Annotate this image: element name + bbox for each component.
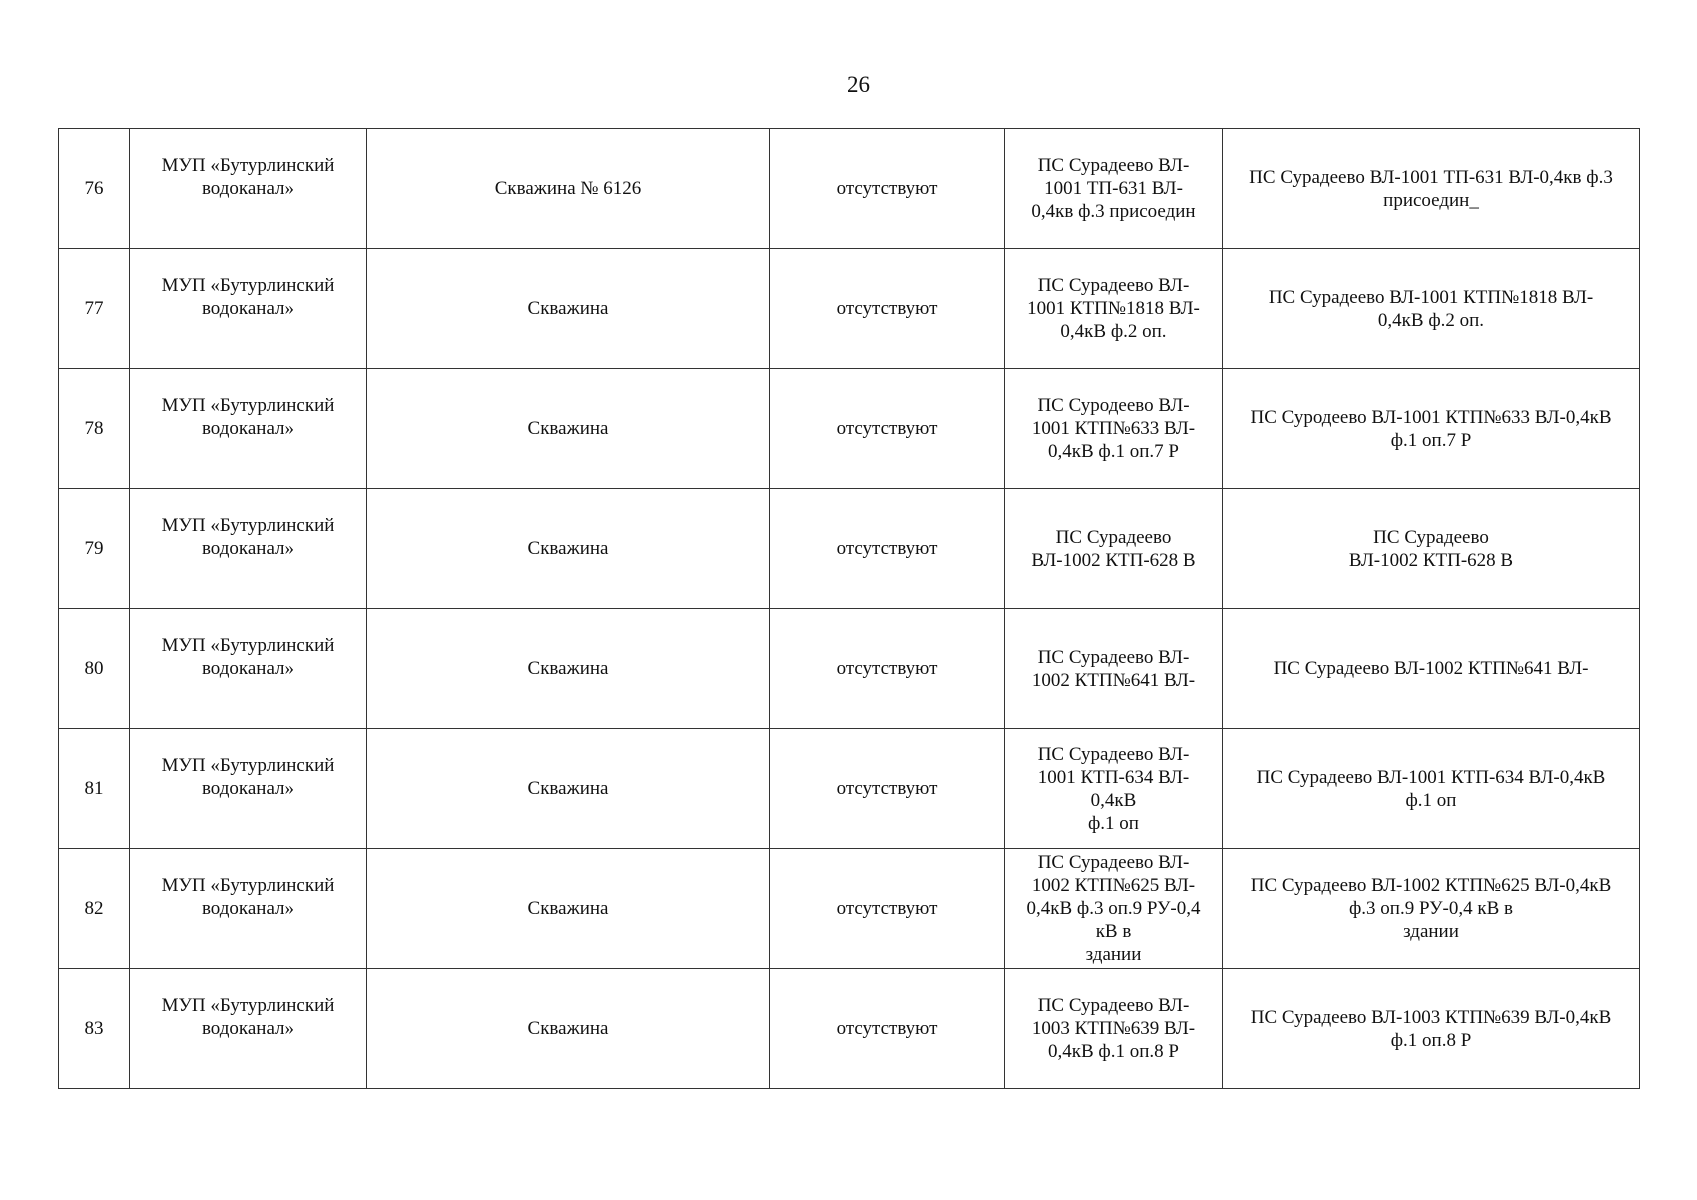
row-number: 79 [59,489,130,609]
organization-name: МУП «Бутурлинский водоканал» [161,754,335,799]
connection-full-cell: ПС Сурадеево ВЛ-1001 КТП№1818 ВЛ- 0,4кВ ф.2 оп. [1223,249,1640,369]
row-number: 81 [59,729,130,849]
row-number: 78 [59,369,130,489]
object-cell: Скважина [367,249,770,369]
organization-name: МУП «Бутурлинский водоканал» [161,634,335,679]
connection-cell: ПС Сурадеево ВЛ- 1001 ТП-631 ВЛ- 0,4кв ф.3 присоедин [1005,129,1223,249]
object-cell: Скважина [367,729,770,849]
connection-cell: ПС Сурадеево ВЛ- 1001 КТП-634 ВЛ- 0,4кВ ф.1 оп [1005,729,1223,849]
organization-cell [130,849,367,969]
table-row [59,609,1640,729]
connection-full-cell: ПС Сурадеево ВЛ-1002 КТП-628 В [1223,489,1640,609]
row-number: 76 [59,129,130,249]
connection-cell: ПС Сурадеево ВЛ- 1002 КТП№641 ВЛ- [1005,609,1223,729]
table-row [59,489,1640,609]
organization-cell [130,489,367,609]
table-row [59,729,1640,849]
organization-cell [130,369,367,489]
status-cell: отсутствуют [770,729,1005,849]
object-cell: Скважина [367,969,770,1089]
organization-name: МУП «Бутурлинский водоканал» [161,874,335,919]
connection-full-cell: ПС Суродеево ВЛ-1001 КТП№633 ВЛ-0,4кВ ф.1 оп.7 Р [1223,369,1640,489]
object-cell: Скважина [367,609,770,729]
organization-cell [130,129,367,249]
page-number: 26 [847,72,870,97]
object-cell: Скважина [367,369,770,489]
organization-cell [130,609,367,729]
table-row [59,129,1640,249]
organization-name: МУП «Бутурлинский водоканал» [161,514,335,559]
organization-cell [130,729,367,849]
registry-table [58,128,1640,1089]
organization-cell [130,249,367,369]
status-cell: отсутствуют [770,249,1005,369]
status-cell: отсутствуют [770,609,1005,729]
connection-full-cell: ПС Сурадеево ВЛ-1003 КТП№639 ВЛ-0,4кВ ф.1 оп.8 Р [1223,969,1640,1089]
connection-full-cell: ПС Сурадеево ВЛ-1001 КТП-634 ВЛ-0,4кВ ф.1 оп [1223,729,1640,849]
organization-name: МУП «Бутурлинский водоканал» [161,154,335,199]
connection-full-cell: ПС Сурадеево ВЛ-1001 ТП-631 ВЛ-0,4кв ф.3 присоедин_ [1223,129,1640,249]
status-cell: отсутствуют [770,489,1005,609]
connection-cell: ПС Сурадеево ВЛ- 1002 КТП№625 ВЛ- 0,4кВ ф.3 оп.9 РУ-0,4 кВ в здании [1005,849,1223,969]
object-cell: Скважина № 6126 [367,129,770,249]
organization-name: МУП «Бутурлинский водоканал» [161,274,335,319]
status-cell: отсутствуют [770,129,1005,249]
connection-cell: ПС Сурадеево ВЛ-1002 КТП-628 В [1005,489,1223,609]
connection-full-cell: ПС Сурадеево ВЛ-1002 КТП№641 ВЛ- [1223,609,1640,729]
status-cell: отсутствуют [770,849,1005,969]
connection-cell: ПС Суродеево ВЛ- 1001 КТП№633 ВЛ- 0,4кВ ф.1 оп.7 Р [1005,369,1223,489]
object-cell: Скважина [367,849,770,969]
connection-full-cell: ПС Сурадеево ВЛ-1002 КТП№625 ВЛ-0,4кВ ф.3 оп.9 РУ-0,4 кВ в здании [1223,849,1640,969]
row-number: 77 [59,249,130,369]
table-row [59,969,1640,1089]
organization-name: МУП «Бутурлинский водоканал» [161,394,335,439]
object-cell: Скважина [367,489,770,609]
table-row [59,369,1640,489]
row-number: 82 [59,849,130,969]
organization-cell [130,969,367,1089]
connection-cell: ПС Сурадеево ВЛ- 1003 КТП№639 ВЛ- 0,4кВ ф.1 оп.8 Р [1005,969,1223,1089]
status-cell: отсутствуют [770,969,1005,1089]
row-number: 80 [59,609,130,729]
table-row [59,249,1640,369]
table-row [59,849,1640,969]
connection-cell: ПС Сурадеево ВЛ- 1001 КТП№1818 ВЛ- 0,4кВ ф.2 оп. [1005,249,1223,369]
status-cell: отсутствуют [770,369,1005,489]
row-number: 83 [59,969,130,1089]
organization-name: МУП «Бутурлинский водоканал» [161,994,335,1039]
